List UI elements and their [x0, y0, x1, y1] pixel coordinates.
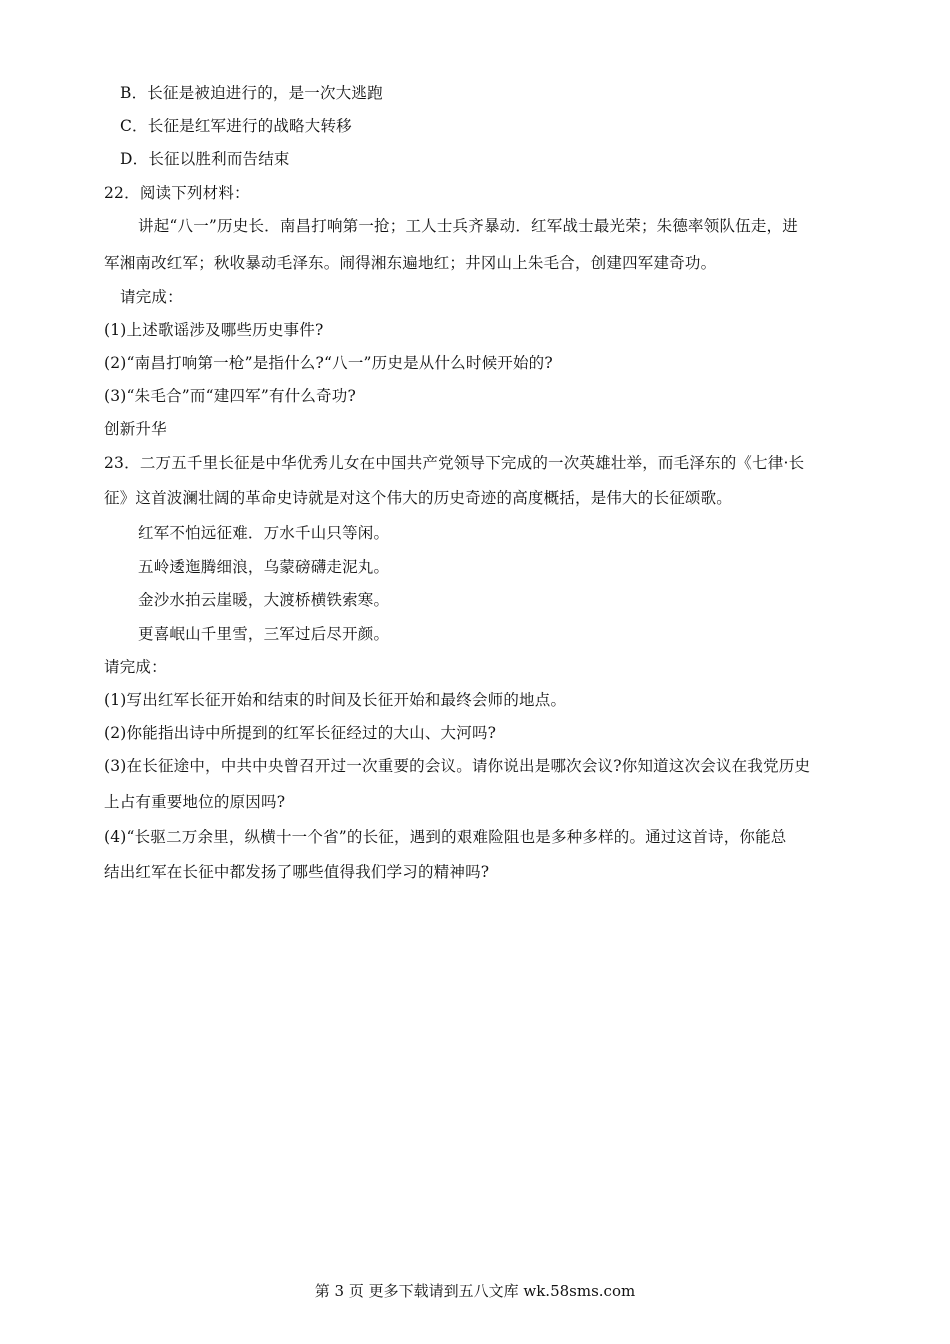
- q23-question-4-line-2: 结出红军在长征中都发扬了哪些值得我们学习的精神吗?: [104, 863, 490, 881]
- page-footer: 第 3 页 更多下载请到五八文库 wk.58sms.com: [314, 1282, 636, 1300]
- section-title: 创新升华: [104, 420, 167, 438]
- q22-question-1: (1)上述歌谣涉及哪些历史事件?: [104, 321, 324, 339]
- q23-question-3-line-2: 上占有重要地位的原因吗?: [104, 793, 286, 811]
- question-22-heading: 22．阅读下列材料：: [104, 184, 250, 202]
- q23-question-4-line-1: (4)“长驱二万余里，纵横十一个省”的长征，遇到的艰难险阻也是多种多样的。通过这首诗，你能总: [104, 828, 787, 846]
- q22-prompt: 请完成：: [120, 288, 183, 306]
- q23-intro-line-2: 征》这首波澜壮阔的革命史诗就是对这个伟大的历史奇迹的高度概括，是伟大的长征颂歌。: [104, 489, 733, 507]
- poem-line-1: 红军不怕远征难．万水千山只等闲。: [138, 524, 390, 542]
- option-b: B．长征是被迫进行的，是一次大逃跑: [120, 84, 383, 102]
- poem-line-4: 更喜岷山千里雪，三军过后尽开颜。: [138, 625, 390, 643]
- q23-prompt: 请完成：: [104, 658, 167, 676]
- q23-question-2: (2)你能指出诗中所提到的红军长征经过的大山、大河吗?: [104, 724, 497, 742]
- option-d: D．长征以胜利而告结束: [120, 150, 290, 168]
- poem-line-2: 五岭逶迤腾细浪，乌蒙磅礴走泥丸。: [138, 558, 390, 576]
- q22-question-3: (3)“朱毛合”而“建四军”有什么奇功?: [104, 387, 356, 405]
- poem-line-3: 金沙水拍云崖暖，大渡桥横铁索寒。: [138, 591, 390, 609]
- material-line-1: 讲起“八一”历史长．南昌打响第一抢；工人士兵齐暴动．红军战士最光荣；朱德率领队伍走，进: [138, 217, 798, 235]
- q23-question-1: (1)写出红军长征开始和结束的时间及长征开始和最终会师的地点。: [104, 691, 567, 709]
- material-line-2: 军湘南改红军；秋收暴动毛泽东。闹得湘东遍地红；井冈山上朱毛合，创建四军建奇功。: [104, 254, 717, 272]
- q23-intro-line-1: 23．二万五千里长征是中华优秀儿女在中国共产党领导下完成的一次英雄壮举，而毛泽东的《七律·长: [104, 454, 805, 472]
- option-c: C．长征是红军进行的战略大转移: [120, 117, 352, 135]
- q23-question-3-line-1: (3)在长征途中，中共中央曾召开过一次重要的会议。请你说出是哪次会议?你知道这次会议在我党历史: [104, 757, 811, 775]
- q22-question-2: (2)“南昌打响第一枪”是指什么?“八一”历史是从什么时候开始的?: [104, 354, 553, 372]
